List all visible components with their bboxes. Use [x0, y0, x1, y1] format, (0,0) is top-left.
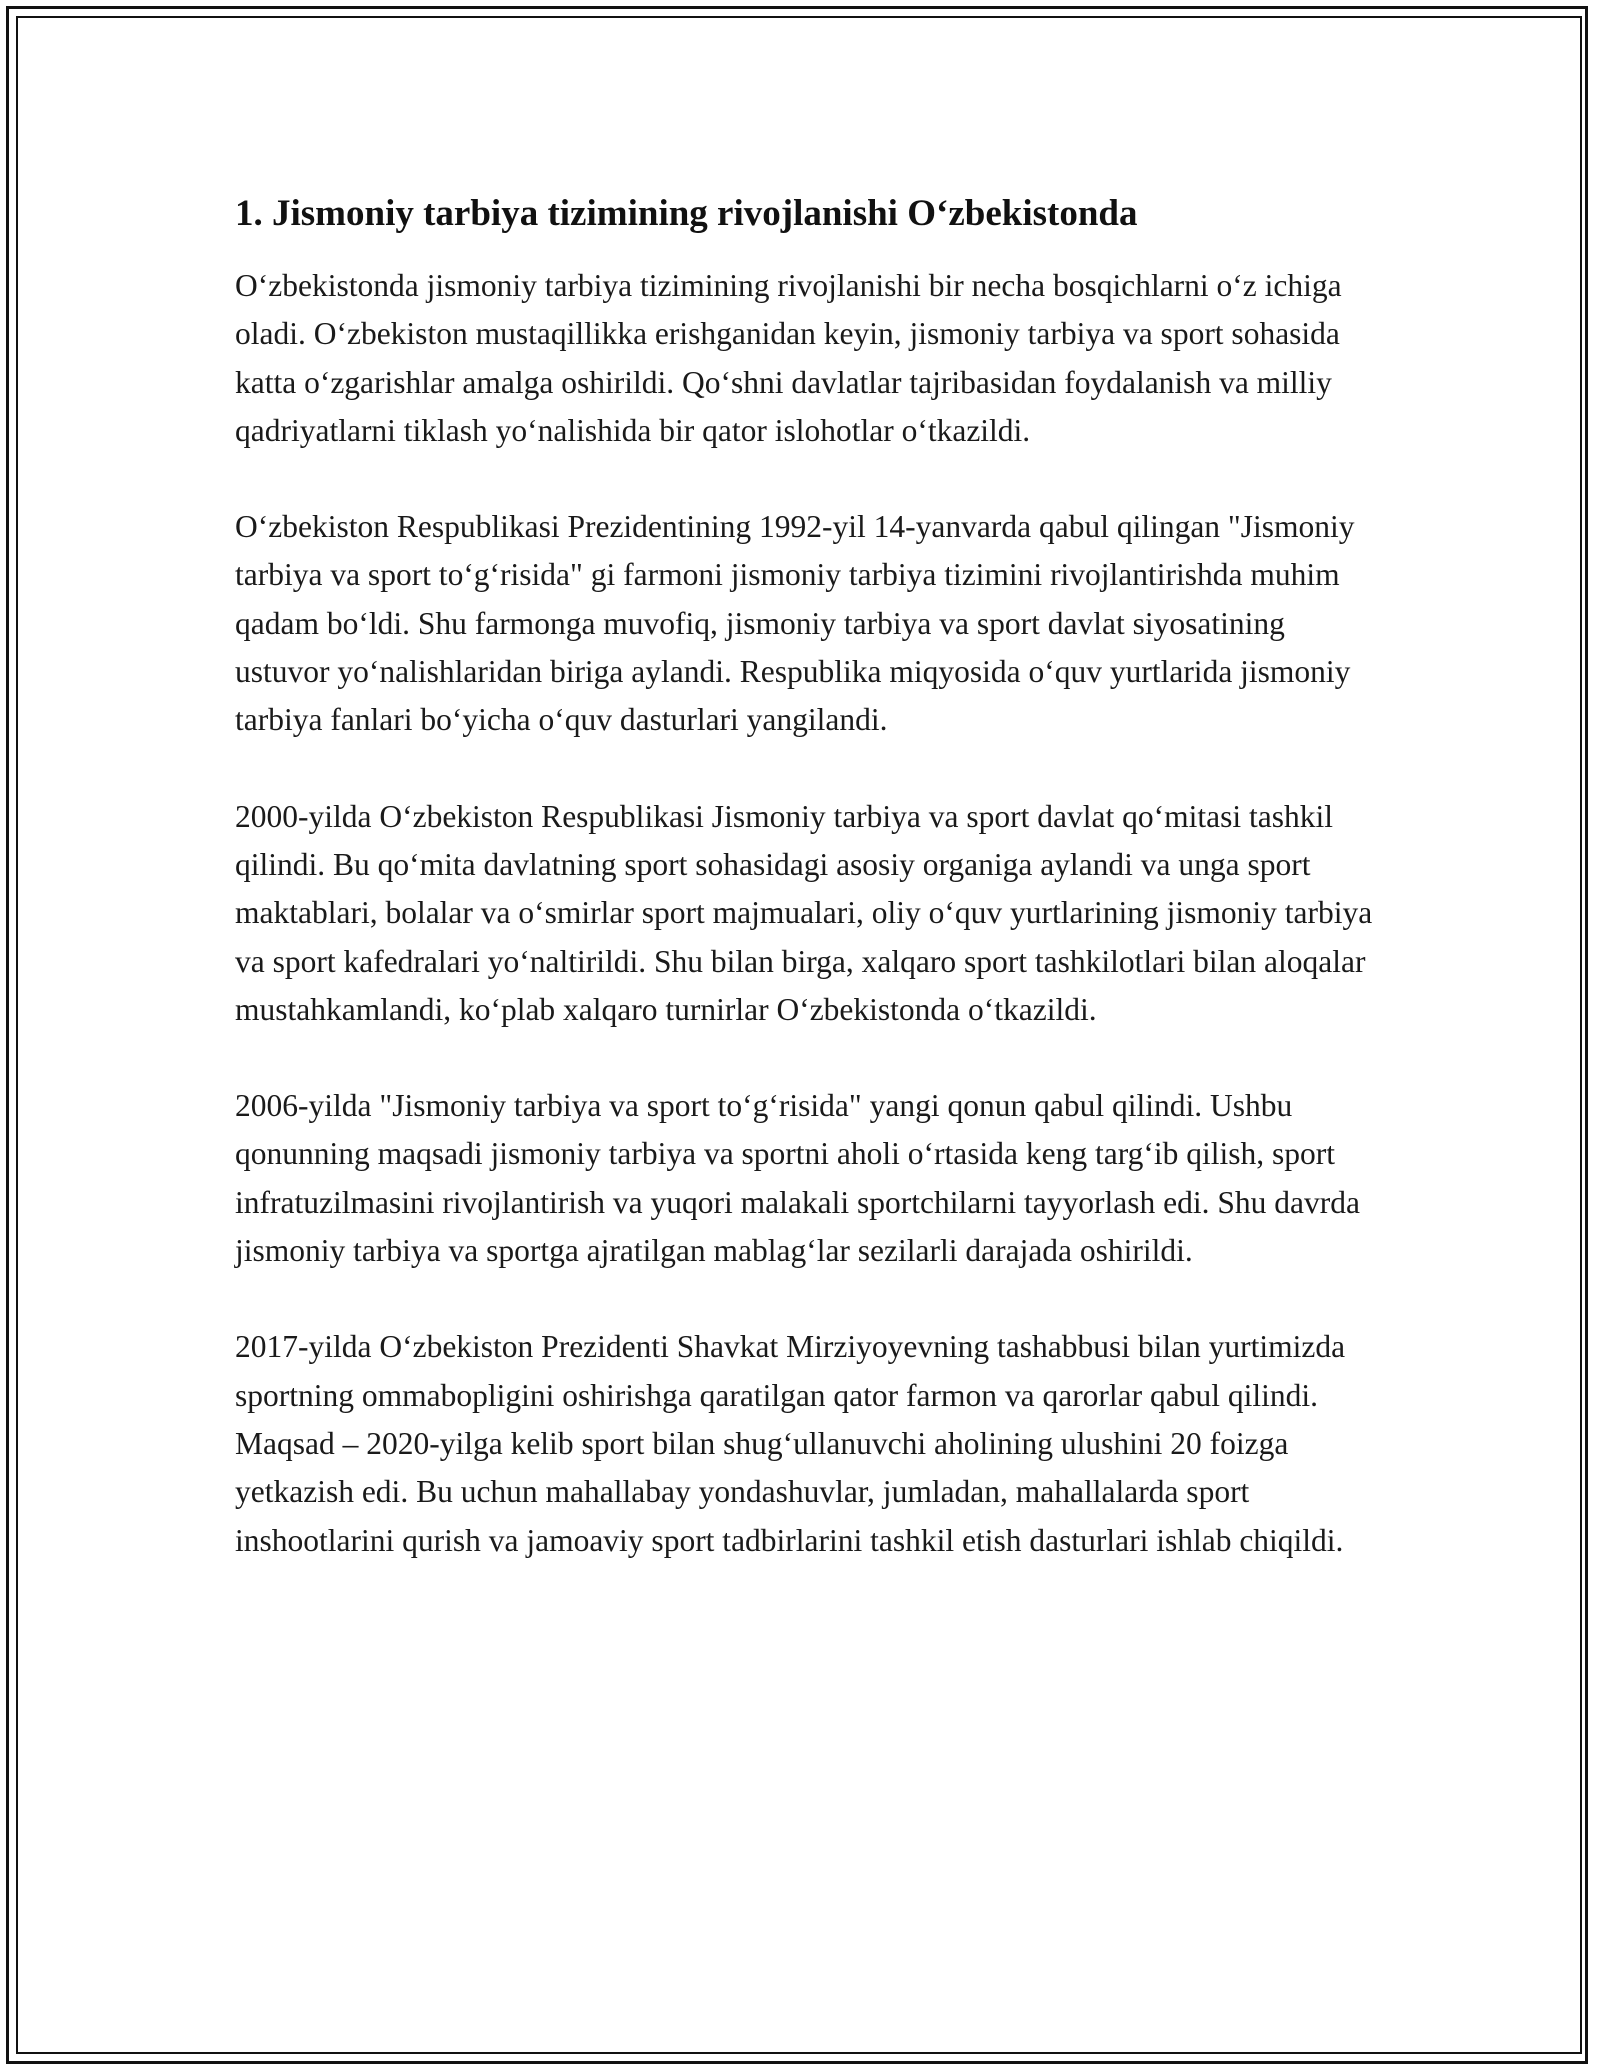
document-body [235, 186, 1375, 1613]
paragraph-3: 2000-yilda O‘zbekiston Respublikasi Jismoniy tarbiya va sport davlat qo‘mitasi tashkil qilindi. Bu qo‘mita davlatning sport sohasidagi asosiy organiga aylandi va unga sport maktablari, bolalar va o‘smirlar sport majmualari, oliy o‘quv yurtlarining jismoniy tarbiya va sport kafedralari yo‘naltirildi. Shu bilan birga, xalqaro sport tashkilotlari bilan aloqalar mustahkamlandi, ko‘plab xalqaro turnirlar O‘zbekistonda o‘tkazildi. [235, 798, 1373, 1027]
paragraph-2: O‘zbekiston Respublikasi Prezidentining 1992-yil 14-yanvarda qabul qilingan "Jismoniy tarbiya va sport to‘g‘risida" gi farmoni jismoniy tarbiya tizimini rivojlantirishda muhim qadam bo‘ldi. Shu farmonga muvofiq, jismoniy tarbiya va sport davlat siyosatining ustuvor yo‘nalishlaridan biriga aylandi. Respublika miqyosida o‘quv yurtlarida jismoniy tarbiya fanlari bo‘yicha o‘quv dasturlari yangilandi. [235, 509, 1355, 738]
paragraph-4: 2006-yilda "Jismoniy tarbiya va sport to‘g‘risida" yangi qonun qabul qilindi. Ushbu qonunning maqsadi jismoniy tarbiya va sportni aholi o‘rtasida keng targ‘ib qilish, sport infratuzilmasini rivojlantirish va yuqori malakali sportchilarni tayyorlash edi. Shu davrda jismoniy tarbiya va sportga ajratilgan mablag‘lar sezilarli darajada oshirildi. [235, 1088, 1360, 1269]
paragraph-5: 2017-yilda O‘zbekiston Prezidenti Shavkat Mirziyoyevning tashabbusi bilan yurtimizda sportning ommabopligini oshirishga qaratilgan qator farmon va qarorlar qabul qilindi. Maqsad – 2020-yilga kelib sport bilan shug‘ullanuvchi aholining ulushini 20 foizga yetkazish edi. Bu uchun mahallabay yondashuvlar, jumladan, mahallalarda sport inshootlarini qurish va jamoaviy sport tadbirlarini tashkil etish dasturlari ishlab chiqildi. [235, 1329, 1346, 1558]
paragraph-1: O‘zbekistonda jismoniy tarbiya tizimining rivojlanishi bir necha bosqichlarni o‘z ichiga oladi. O‘zbekiston mustaqillikka erishganidan keyin, jismoniy tarbiya va sport sohasida katta o‘zgarishlar amalga oshirildi. Qo‘shni davlatlar tajribasidan foydalanish va milliy qadriyatlarni tiklash yo‘nalishida bir qator islohotlar o‘tkazildi. [235, 268, 1342, 448]
document-title: 1. Jismoniy tarbiya tizimining rivojlanishi O‘zbekistonda [235, 193, 1138, 234]
